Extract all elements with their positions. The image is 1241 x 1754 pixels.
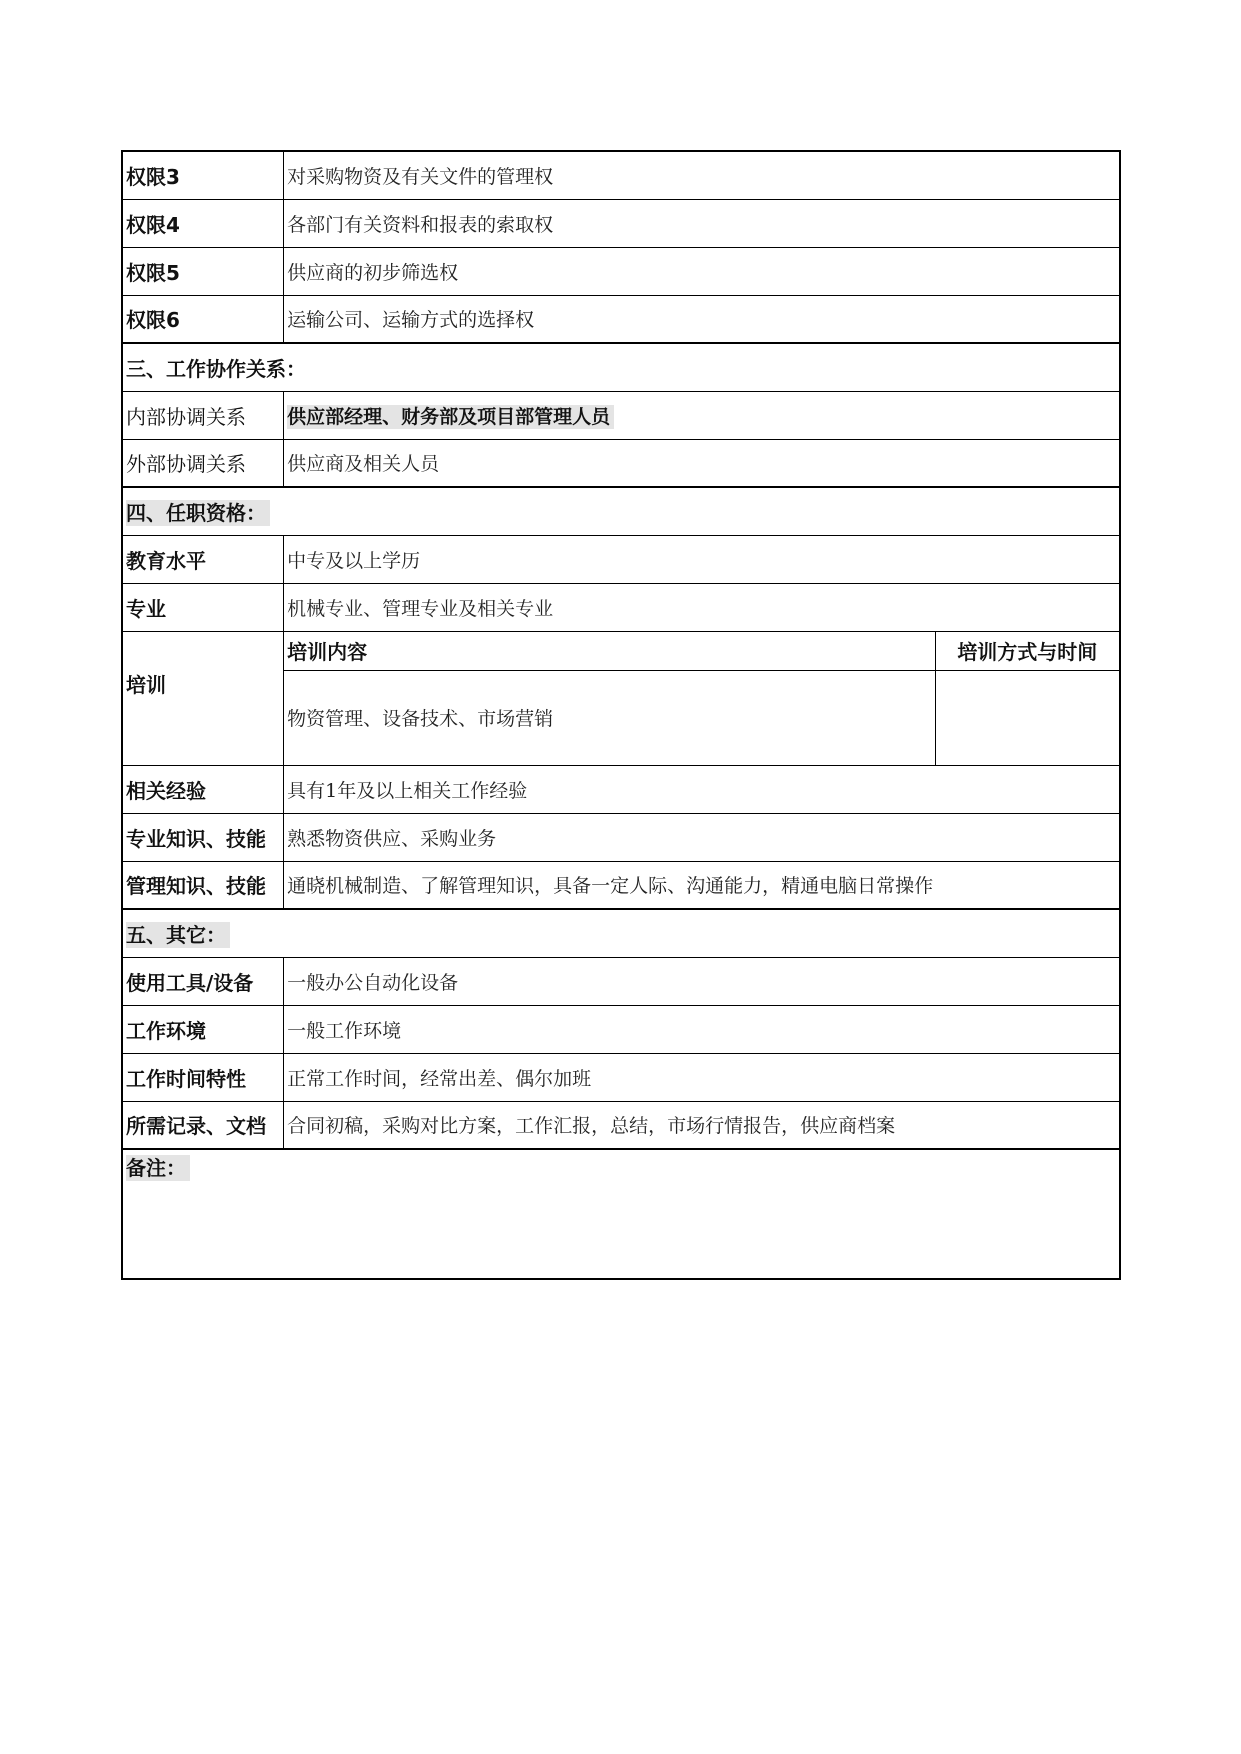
- training-method: [935, 670, 1120, 765]
- major-value: 机械专业、管理专业及相关专业: [284, 583, 1120, 631]
- pro-skill-label: 专业知识、技能: [122, 813, 284, 861]
- tools-label: 使用工具/设备: [122, 957, 284, 1005]
- authority-6-label: 权限6: [122, 295, 284, 343]
- authority-5-value: 供应商的初步筛选权: [284, 247, 1120, 295]
- documents-label: 所需记录、文档: [122, 1101, 284, 1149]
- mgmt-skill-label: 管理知识、技能: [122, 861, 284, 909]
- external-coordination-label: 外部协调关系: [122, 439, 284, 487]
- work-time-value: 正常工作时间，经常出差、偶尔加班: [284, 1053, 1120, 1101]
- section4-title-cell: [122, 487, 1120, 535]
- authority-3-value: 对采购物资及有关文件的管理权: [284, 151, 1120, 199]
- pro-skill-row: [122, 813, 1120, 861]
- section5-title-cell: [122, 909, 1120, 957]
- internal-coordination-value: 供应部经理、财务部及项目部管理人员: [287, 405, 614, 429]
- tools-value: 一般办公自动化设备: [284, 957, 1120, 1005]
- pro-skill-value: 熟悉物资供应、采购业务: [284, 813, 1120, 861]
- external-coordination-row: [122, 439, 1120, 487]
- environment-row: [122, 1005, 1120, 1053]
- authority-5-label: 权限5: [122, 247, 284, 295]
- mgmt-skill-value: 通晓机械制造、了解管理知识，具备一定人际、沟通能力，精通电脑日常操作: [284, 861, 1120, 909]
- authority-6-value: 运输公司、运输方式的选择权: [284, 295, 1120, 343]
- notes-title: 备注：: [126, 1155, 190, 1181]
- documents-value: 合同初稿，采购对比方案，工作汇报，总结，市场行情报告，供应商档案: [284, 1101, 1120, 1149]
- job-description-table: [121, 150, 1121, 1280]
- section3-title-cell: [122, 343, 1120, 391]
- work-time-label: 工作时间特性: [122, 1053, 284, 1101]
- notes-cell: [122, 1149, 1120, 1279]
- authority-4-value: 各部门有关资料和报表的索取权: [284, 199, 1120, 247]
- documents-row: [122, 1101, 1120, 1149]
- authority-row-3: [122, 151, 1120, 199]
- training-method-header: 培训方式与时间: [935, 631, 1120, 670]
- training-header-row: [122, 631, 1120, 670]
- training-content: 物资管理、设备技术、市场营销: [284, 670, 936, 765]
- training-label: 培训: [122, 631, 284, 765]
- section4-title: 四、任职资格：: [126, 500, 270, 526]
- notes-row: [122, 1149, 1120, 1279]
- authority-4-label: 权限4: [122, 199, 284, 247]
- internal-coordination-row: [122, 391, 1120, 439]
- mgmt-skill-row: [122, 861, 1120, 909]
- work-time-row: [122, 1053, 1120, 1101]
- education-row: [122, 535, 1120, 583]
- authority-row-6: [122, 295, 1120, 343]
- authority-row-4: [122, 199, 1120, 247]
- major-label: 专业: [122, 583, 284, 631]
- section5-header-row: [122, 909, 1120, 957]
- internal-coordination-value-cell: [284, 391, 1120, 439]
- education-value: 中专及以上学历: [284, 535, 1120, 583]
- authority-row-5: [122, 247, 1120, 295]
- experience-row: [122, 765, 1120, 813]
- section3-header-row: [122, 343, 1120, 391]
- tools-row: [122, 957, 1120, 1005]
- section3-title: 三、工作协作关系：: [126, 356, 306, 381]
- section5-title: 五、其它：: [126, 922, 230, 948]
- internal-coordination-label: 内部协调关系: [122, 391, 284, 439]
- education-label: 教育水平: [122, 535, 284, 583]
- experience-value: 具有1年及以上相关工作经验: [284, 765, 1120, 813]
- authority-3-label: 权限3: [122, 151, 284, 199]
- environment-label: 工作环境: [122, 1005, 284, 1053]
- section4-header-row: [122, 487, 1120, 535]
- major-row: [122, 583, 1120, 631]
- external-coordination-value: 供应商及相关人员: [284, 439, 1120, 487]
- environment-value: 一般工作环境: [284, 1005, 1120, 1053]
- training-content-header: 培训内容: [284, 631, 936, 670]
- experience-label: 相关经验: [122, 765, 284, 813]
